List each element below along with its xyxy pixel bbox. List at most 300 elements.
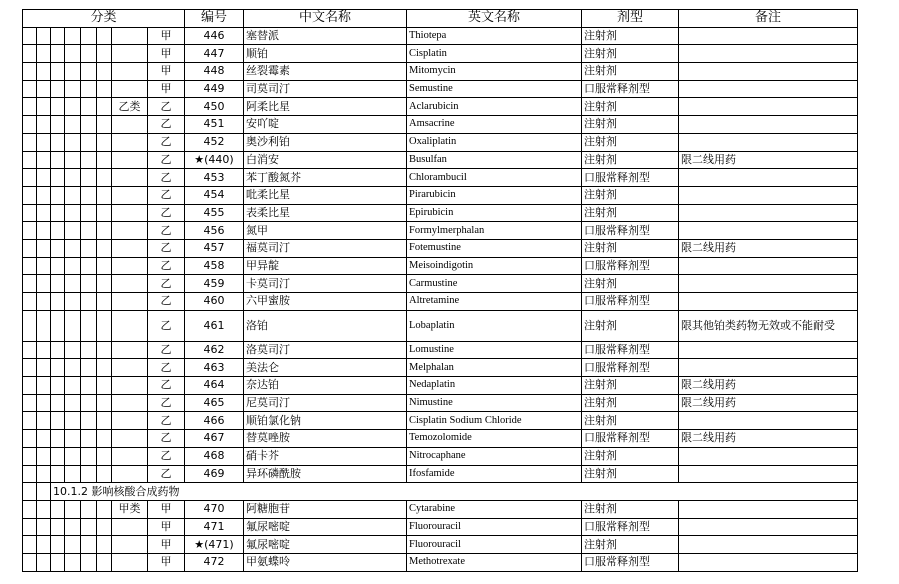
number-cell: 460 xyxy=(185,293,244,311)
grade-cell: 乙 xyxy=(148,151,185,169)
en-name-cell: Fotemustine xyxy=(407,239,582,257)
indent-cell xyxy=(97,447,112,465)
indent-cell xyxy=(81,553,97,571)
number-cell: 454 xyxy=(185,186,244,204)
indent-cell xyxy=(65,377,81,395)
form-cell: 注射剂 xyxy=(582,63,679,81)
grade-cell: 甲 xyxy=(148,553,185,571)
remark-cell: 限二线用药 xyxy=(679,430,858,448)
group-cell xyxy=(112,80,148,98)
grade-cell: 乙 xyxy=(148,186,185,204)
indent-cell xyxy=(51,412,65,430)
indent-cell xyxy=(97,518,112,536)
number-cell: 449 xyxy=(185,80,244,98)
number-cell: 459 xyxy=(185,275,244,293)
number-cell: 467 xyxy=(185,430,244,448)
indent-cell xyxy=(97,536,112,554)
indent-cell xyxy=(97,169,112,187)
table-row xyxy=(23,151,858,169)
grade-cell: 乙 xyxy=(148,394,185,412)
cn-name-cell: 硝卡芥 xyxy=(244,447,407,465)
form-cell: 注射剂 xyxy=(582,186,679,204)
indent-cell xyxy=(37,430,51,448)
indent-cell xyxy=(37,518,51,536)
group-cell xyxy=(112,222,148,240)
cn-name-cell: 替莫唑胺 xyxy=(244,430,407,448)
number-cell: 447 xyxy=(185,45,244,63)
form-cell: 注射剂 xyxy=(582,98,679,116)
indent-cell xyxy=(81,377,97,395)
indent-cell xyxy=(51,63,65,81)
form-cell: 口服常释剂型 xyxy=(582,341,679,359)
number-cell: 462 xyxy=(185,341,244,359)
indent-cell xyxy=(65,27,81,45)
indent-cell xyxy=(51,257,65,275)
table-row xyxy=(23,447,858,465)
indent-cell xyxy=(81,310,97,341)
group-cell: 甲类 xyxy=(112,500,148,518)
indent-cell xyxy=(97,186,112,204)
indent-cell xyxy=(37,239,51,257)
indent-cell xyxy=(23,80,37,98)
indent-cell xyxy=(97,500,112,518)
indent-cell xyxy=(37,359,51,377)
number-cell: 456 xyxy=(185,222,244,240)
cn-name-cell: 表柔比星 xyxy=(244,204,407,222)
indent-cell xyxy=(65,222,81,240)
indent-cell xyxy=(51,151,65,169)
cn-name-cell: 阿糖胞苷 xyxy=(244,500,407,518)
en-name-cell: Lobaplatin xyxy=(407,310,582,341)
group-cell xyxy=(112,151,148,169)
indent-cell xyxy=(51,133,65,151)
indent-cell xyxy=(65,430,81,448)
number-cell: 450 xyxy=(185,98,244,116)
grade-cell: 乙 xyxy=(148,430,185,448)
en-name-cell: Carmustine xyxy=(407,275,582,293)
indent-cell xyxy=(81,222,97,240)
cn-name-cell: 甲异靛 xyxy=(244,257,407,275)
table-row xyxy=(23,222,858,240)
table-row xyxy=(23,169,858,187)
group-cell xyxy=(112,275,148,293)
header-remark: 备注 xyxy=(679,10,858,28)
indent-cell xyxy=(37,310,51,341)
en-name-cell: Lomustine xyxy=(407,341,582,359)
indent-cell xyxy=(23,257,37,275)
indent-cell xyxy=(97,394,112,412)
en-name-cell: Cytarabine xyxy=(407,500,582,518)
remark-cell xyxy=(679,27,858,45)
indent-cell xyxy=(23,45,37,63)
indent-cell xyxy=(51,341,65,359)
grade-cell: 乙 xyxy=(148,293,185,311)
form-cell: 注射剂 xyxy=(582,465,679,483)
header-cn-name: 中文名称 xyxy=(244,10,407,28)
number-cell: ★(440) xyxy=(185,151,244,169)
indent-cell xyxy=(97,377,112,395)
indent-cell xyxy=(65,394,81,412)
indent-cell xyxy=(97,553,112,571)
indent-cell xyxy=(81,116,97,134)
cn-name-cell: 尼莫司汀 xyxy=(244,394,407,412)
indent-cell xyxy=(65,359,81,377)
header-row xyxy=(23,10,858,28)
en-name-cell: Nedaplatin xyxy=(407,377,582,395)
grade-cell: 甲 xyxy=(148,518,185,536)
table-row xyxy=(23,239,858,257)
cn-name-cell: 氟尿嘧啶 xyxy=(244,536,407,554)
cn-name-cell: 氟尿嘧啶 xyxy=(244,518,407,536)
form-cell: 口服常释剂型 xyxy=(582,293,679,311)
cn-name-cell: 塞替派 xyxy=(244,27,407,45)
en-name-cell: Formylmerphalan xyxy=(407,222,582,240)
indent-cell xyxy=(37,483,51,501)
group-cell xyxy=(112,204,148,222)
indent-cell xyxy=(37,447,51,465)
indent-cell xyxy=(81,465,97,483)
drug-list-table xyxy=(22,9,858,572)
table-row xyxy=(23,293,858,311)
indent-cell xyxy=(23,377,37,395)
form-cell: 口服常释剂型 xyxy=(582,222,679,240)
indent-cell xyxy=(37,536,51,554)
number-cell: 465 xyxy=(185,394,244,412)
group-cell: 乙类 xyxy=(112,98,148,116)
remark-cell: 限二线用药 xyxy=(679,239,858,257)
indent-cell xyxy=(51,500,65,518)
group-cell xyxy=(112,518,148,536)
indent-cell xyxy=(23,483,37,501)
group-cell xyxy=(112,394,148,412)
indent-cell xyxy=(65,63,81,81)
group-cell xyxy=(112,447,148,465)
form-cell: 注射剂 xyxy=(582,377,679,395)
table-row xyxy=(23,553,858,571)
indent-cell xyxy=(65,204,81,222)
en-name-cell: Epirubicin xyxy=(407,204,582,222)
grade-cell: 乙 xyxy=(148,465,185,483)
indent-cell xyxy=(23,239,37,257)
remark-cell xyxy=(679,359,858,377)
indent-cell xyxy=(81,204,97,222)
indent-cell xyxy=(37,151,51,169)
remark-cell xyxy=(679,257,858,275)
grade-cell: 乙 xyxy=(148,204,185,222)
table-row xyxy=(23,204,858,222)
form-cell: 口服常释剂型 xyxy=(582,553,679,571)
table-row xyxy=(23,98,858,116)
indent-cell xyxy=(23,275,37,293)
indent-cell xyxy=(37,63,51,81)
cn-name-cell: 甲氨蝶呤 xyxy=(244,553,407,571)
grade-cell: 乙 xyxy=(148,412,185,430)
indent-cell xyxy=(81,239,97,257)
form-cell: 注射剂 xyxy=(582,116,679,134)
indent-cell xyxy=(65,518,81,536)
table-row xyxy=(23,465,858,483)
remark-cell xyxy=(679,553,858,571)
remark-cell xyxy=(679,186,858,204)
grade-cell: 乙 xyxy=(148,239,185,257)
number-cell: 468 xyxy=(185,447,244,465)
indent-cell xyxy=(81,359,97,377)
form-cell: 口服常释剂型 xyxy=(582,80,679,98)
remark-cell: 限其他铂类药物无效或不能耐受 xyxy=(679,310,858,341)
indent-cell xyxy=(23,518,37,536)
indent-cell xyxy=(37,377,51,395)
indent-cell xyxy=(51,536,65,554)
indent-cell xyxy=(37,80,51,98)
indent-cell xyxy=(51,80,65,98)
form-cell: 注射剂 xyxy=(582,447,679,465)
indent-cell xyxy=(97,98,112,116)
remark-cell xyxy=(679,133,858,151)
group-cell xyxy=(112,239,148,257)
en-name-cell: Thiotepa xyxy=(407,27,582,45)
remark-cell xyxy=(679,98,858,116)
grade-cell: 甲 xyxy=(148,27,185,45)
form-cell: 注射剂 xyxy=(582,412,679,430)
cn-name-cell: 福莫司汀 xyxy=(244,239,407,257)
table-row xyxy=(23,518,858,536)
indent-cell xyxy=(37,27,51,45)
grade-cell: 乙 xyxy=(148,341,185,359)
cn-name-cell: 洛莫司汀 xyxy=(244,341,407,359)
grade-cell: 乙 xyxy=(148,359,185,377)
number-cell: 453 xyxy=(185,169,244,187)
indent-cell xyxy=(81,518,97,536)
form-cell: 注射剂 xyxy=(582,27,679,45)
indent-cell xyxy=(97,151,112,169)
indent-cell xyxy=(23,116,37,134)
indent-cell xyxy=(23,536,37,554)
indent-cell xyxy=(37,394,51,412)
indent-cell xyxy=(97,133,112,151)
grade-cell: 甲 xyxy=(148,536,185,554)
indent-cell xyxy=(23,500,37,518)
group-cell xyxy=(112,341,148,359)
number-cell: 458 xyxy=(185,257,244,275)
grade-cell: 乙 xyxy=(148,222,185,240)
indent-cell xyxy=(65,80,81,98)
indent-cell xyxy=(65,553,81,571)
indent-cell xyxy=(37,98,51,116)
indent-cell xyxy=(97,430,112,448)
indent-cell xyxy=(23,98,37,116)
form-cell: 口服常释剂型 xyxy=(582,359,679,377)
indent-cell xyxy=(97,310,112,341)
indent-cell xyxy=(97,257,112,275)
indent-cell xyxy=(65,310,81,341)
indent-cell xyxy=(51,553,65,571)
cn-name-cell: 奈达铂 xyxy=(244,377,407,395)
remark-cell: 限二线用药 xyxy=(679,151,858,169)
en-name-cell: Nimustine xyxy=(407,394,582,412)
table-row xyxy=(23,430,858,448)
group-cell xyxy=(112,257,148,275)
number-cell: 448 xyxy=(185,63,244,81)
indent-cell xyxy=(51,310,65,341)
indent-cell xyxy=(37,45,51,63)
indent-cell xyxy=(65,465,81,483)
indent-cell xyxy=(37,116,51,134)
number-cell: 469 xyxy=(185,465,244,483)
indent-cell xyxy=(81,151,97,169)
indent-cell xyxy=(65,275,81,293)
group-cell xyxy=(112,27,148,45)
cn-name-cell: 阿柔比星 xyxy=(244,98,407,116)
indent-cell xyxy=(81,27,97,45)
cn-name-cell: 异环磷酰胺 xyxy=(244,465,407,483)
form-cell: 注射剂 xyxy=(582,239,679,257)
indent-cell xyxy=(81,394,97,412)
remark-cell: 限二线用药 xyxy=(679,377,858,395)
indent-cell xyxy=(51,239,65,257)
grade-cell: 乙 xyxy=(148,98,185,116)
form-cell: 注射剂 xyxy=(582,500,679,518)
indent-cell xyxy=(23,204,37,222)
indent-cell xyxy=(81,98,97,116)
indent-cell xyxy=(51,359,65,377)
indent-cell xyxy=(23,222,37,240)
indent-cell xyxy=(37,204,51,222)
section-row xyxy=(23,483,858,501)
cn-name-cell: 丝裂霉素 xyxy=(244,63,407,81)
remark-cell xyxy=(679,447,858,465)
group-cell xyxy=(112,359,148,377)
indent-cell xyxy=(97,239,112,257)
indent-cell xyxy=(23,359,37,377)
indent-cell xyxy=(51,465,65,483)
group-cell xyxy=(112,430,148,448)
remark-cell xyxy=(679,412,858,430)
indent-cell xyxy=(97,359,112,377)
form-cell: 注射剂 xyxy=(582,45,679,63)
indent-cell xyxy=(81,430,97,448)
grade-cell: 甲 xyxy=(148,80,185,98)
indent-cell xyxy=(81,293,97,311)
indent-cell xyxy=(37,341,51,359)
indent-cell xyxy=(23,169,37,187)
indent-cell xyxy=(81,45,97,63)
indent-cell xyxy=(51,169,65,187)
indent-cell xyxy=(37,186,51,204)
number-cell: 451 xyxy=(185,116,244,134)
indent-cell xyxy=(65,447,81,465)
cn-name-cell: 安吖啶 xyxy=(244,116,407,134)
indent-cell xyxy=(81,169,97,187)
indent-cell xyxy=(51,275,65,293)
indent-cell xyxy=(81,412,97,430)
en-name-cell: Aclarubicin xyxy=(407,98,582,116)
table-row xyxy=(23,80,858,98)
form-cell: 口服常释剂型 xyxy=(582,257,679,275)
table-row xyxy=(23,500,858,518)
indent-cell xyxy=(51,447,65,465)
indent-cell xyxy=(23,412,37,430)
cn-name-cell: 苯丁酸氮芥 xyxy=(244,169,407,187)
grade-cell: 乙 xyxy=(148,275,185,293)
indent-cell xyxy=(65,341,81,359)
number-cell: 446 xyxy=(185,27,244,45)
group-cell xyxy=(112,116,148,134)
indent-cell xyxy=(97,45,112,63)
indent-cell xyxy=(81,257,97,275)
number-cell: 464 xyxy=(185,377,244,395)
group-cell xyxy=(112,133,148,151)
table-row xyxy=(23,133,858,151)
indent-cell xyxy=(51,98,65,116)
remark-cell xyxy=(679,465,858,483)
table-row xyxy=(23,394,858,412)
indent-cell xyxy=(65,151,81,169)
table-row xyxy=(23,341,858,359)
indent-cell xyxy=(97,293,112,311)
cn-name-cell: 吡柔比星 xyxy=(244,186,407,204)
grade-cell: 乙 xyxy=(148,169,185,187)
indent-cell xyxy=(23,293,37,311)
indent-cell xyxy=(51,377,65,395)
group-cell xyxy=(112,63,148,81)
remark-cell xyxy=(679,536,858,554)
number-cell: 463 xyxy=(185,359,244,377)
indent-cell xyxy=(51,430,65,448)
en-name-cell: Ifosfamide xyxy=(407,465,582,483)
remark-cell xyxy=(679,45,858,63)
en-name-cell: Amsacrine xyxy=(407,116,582,134)
header-number: 编号 xyxy=(185,10,244,28)
remark-cell xyxy=(679,341,858,359)
indent-cell xyxy=(97,27,112,45)
remark-cell: 限二线用药 xyxy=(679,394,858,412)
cn-name-cell: 白消安 xyxy=(244,151,407,169)
indent-cell xyxy=(23,553,37,571)
table-row xyxy=(23,63,858,81)
number-cell: 457 xyxy=(185,239,244,257)
form-cell: 注射剂 xyxy=(582,275,679,293)
indent-cell xyxy=(65,536,81,554)
grade-cell: 甲 xyxy=(148,45,185,63)
grade-cell: 乙 xyxy=(148,377,185,395)
indent-cell xyxy=(23,133,37,151)
grade-cell: 甲 xyxy=(148,63,185,81)
indent-cell xyxy=(51,293,65,311)
group-cell xyxy=(112,293,148,311)
grade-cell: 乙 xyxy=(148,447,185,465)
number-cell: 470 xyxy=(185,500,244,518)
indent-cell xyxy=(81,536,97,554)
indent-cell xyxy=(81,133,97,151)
indent-cell xyxy=(81,186,97,204)
grade-cell: 乙 xyxy=(148,257,185,275)
indent-cell xyxy=(81,275,97,293)
en-name-cell: Cisplatin xyxy=(407,45,582,63)
en-name-cell: Chlorambucil xyxy=(407,169,582,187)
indent-cell xyxy=(97,116,112,134)
table-row xyxy=(23,186,858,204)
indent-cell xyxy=(37,169,51,187)
indent-cell xyxy=(97,80,112,98)
indent-cell xyxy=(23,341,37,359)
remark-cell xyxy=(679,500,858,518)
group-cell xyxy=(112,169,148,187)
group-cell xyxy=(112,310,148,341)
group-cell xyxy=(112,186,148,204)
remark-cell xyxy=(679,275,858,293)
number-cell: 466 xyxy=(185,412,244,430)
cn-name-cell: 六甲蜜胺 xyxy=(244,293,407,311)
